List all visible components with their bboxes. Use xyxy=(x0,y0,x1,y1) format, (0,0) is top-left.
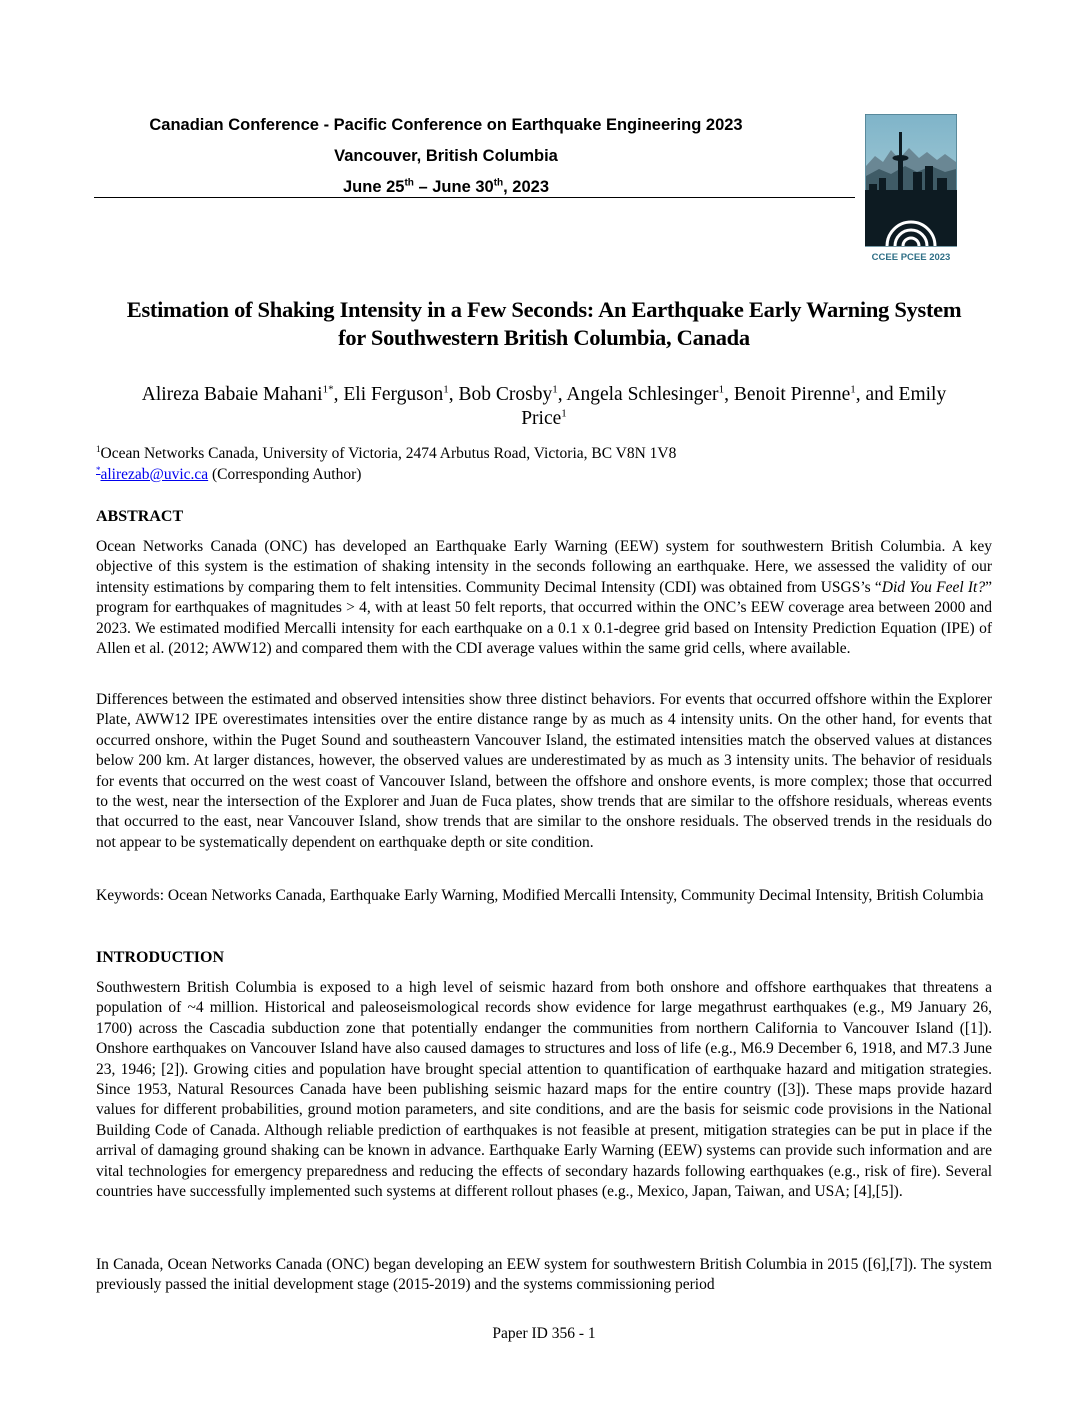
abstract-paragraph-1: Ocean Networks Canada (ONC) has developed an Earthquake Early Warning (EEW) system for southwestern British Columbia. A key objective of this system is the estimation of shaking intensity in the seconds following an earthquake. Here, we assessed the validity of our intensity estimations by comparing them to felt intensities. Community Decimal Intensity (CDI) was obtained from USGS’s “Did You Feel It?” program for earthquakes of magnitudes > 4, with at least 50 felt reports, that occurred within the ONC’s EEW coverage area between 2000 and 2023. We estimated modified Mercalli intensity for each earthquake on a 0.1 x 0.1-degree grid based on Intensity Prediction Equation (IPE) of Allen et al. (2012; AWW12) and compared them with the CDI average values within the same grid cells, where available. xyxy=(96,538,992,658)
abstract-paragraph-2: Differences between the estimated and observed intensities show three distinct behaviors. For events that occurred offshore within the Explorer Plate, AWW12 IPE overestimates intensities over the entire distance range by as much as 4 intensity units. On the other hand, for events that occurred onshore, within the Puget Sound and southeastern Vancouver Island, the estimated intensities match the observed values at distances below 200 km. At larger distances, however, the observed values are underestimated by as much as 3 intensity units. The behavior of residuals for events that occurred on the west coast of Vancouver Island, between the offshore and onshore events, is more complex; those that occurred to the west, near the intersection of the Explorer and Juan de Fuca plates, show trends that are similar to the offshore residuals, whereas events that occurred to the east, near Vancouver Island, show trends that are similar to the onshore residuals. The observed trends in the residuals do not appear to be systematically dependent on earthquake depth or site condition. xyxy=(96,691,992,851)
logo-label: CCEE PCEE 2023 xyxy=(871,252,951,263)
conference-location: Vancouver, British Columbia xyxy=(334,147,558,165)
affiliation: $^1$Ocean Networks Canada, University of Victoria, 2474 Arbutus Road, Victoria, BC V8N 1V8 xyxy=(96,443,677,462)
author-name: Alireza Babaie Mahani xyxy=(141,384,323,405)
page-footer: Paper ID 356 - 1 xyxy=(492,1325,596,1342)
paper-title: Estimation of Shaking Intensity in a Few Seconds: An Earthquake Early Warning System for Southwestern British Columbia, Canada xyxy=(126,297,962,350)
author-name: Price xyxy=(521,408,562,429)
author-name: Eli Ferguson xyxy=(343,384,444,405)
header-rule xyxy=(94,197,855,198)
email-link[interactable]: alirezab@uvic.ca xyxy=(100,466,209,483)
keywords: Keywords: Ocean Networks Canada, Earthquake Early Warning, Modified Mercalli Intensity, Community Decimal Intensity, British Columbia xyxy=(96,887,984,904)
skyline-seismic-logo xyxy=(865,114,957,264)
conference-name: Canadian Conference - Pacific Conference on Earthquake Engineering 2023 xyxy=(149,116,743,134)
author-list: Alireza Babaie Mahani$^{1*}$, Eli Ferguson$^1$, Bob Crosby$^1$, Angela Schlesinger$^1$, Benoit Pirenne$^1$, and Emily Price$^1$ xyxy=(141,383,947,429)
corresponding-author: *alirezab@uvic.ca (Corresponding Author) xyxy=(96,464,362,483)
conference-dates: June 25th – June 30th, 2023 xyxy=(342,177,550,196)
author-name: Angela Schlesinger xyxy=(566,384,719,405)
introduction-heading: INTRODUCTION xyxy=(96,949,225,966)
introduction-paragraph-1: Southwestern British Columbia is exposed to a high level of seismic hazard from both onshore and offshore earthquakes that threatens a population of ~4 million. Historical and paleoseismological records show evidence for large megathrust earthquakes (e.g., M9 January 26, 1700) across the Cascadia subduction zone that potentially endanger the communities from northern California to Vancouver Island ([1]). Onshore earthquakes on Vancouver Island have also caused damages to structures and loss of life (e.g., M6.9 December 6, 1918, and M7.3 June 23, 1946; [2]). Growing cities and population have brought special attention to quantification of earthquake hazard and mitigation strategies. Since 1953, Natural Resources Canada have been publishing seismic hazard maps for the entire country ([3]). These maps provide hazard values for different probabilities, ground motion parameters, and site conditions, and are the basis for seismic code provisions in the National Building Code of Canada. Although reliable prediction of earthquakes is not feasible at present, mitigation strategies can be put in place if the arrival of damaging ground shaking can be known in advance. Earthquake Early Warning (EEW) systems can provide such information and are vital technologies for emergency preparedness and reducing the effects of secondary hazards following earthquakes (e.g., risk of fire). Several countries have successfully implemented such systems at different rollout phases (e.g., Mexico, Japan, Taiwan, and USA; [4],[5]). xyxy=(96,979,992,1201)
author-name: Benoit Pirenne xyxy=(733,384,851,405)
abstract-heading: ABSTRACT xyxy=(96,508,184,525)
introduction-paragraph-2: In Canada, Ocean Networks Canada (ONC) began developing an EEW system for southwestern British Columbia in 2015 ([6],[7]). The system previously passed the initial development stage (2015-2019) and the systems commissioning period xyxy=(96,1256,992,1294)
author-name: Bob Crosby xyxy=(458,384,553,405)
conference-logo xyxy=(865,114,957,264)
